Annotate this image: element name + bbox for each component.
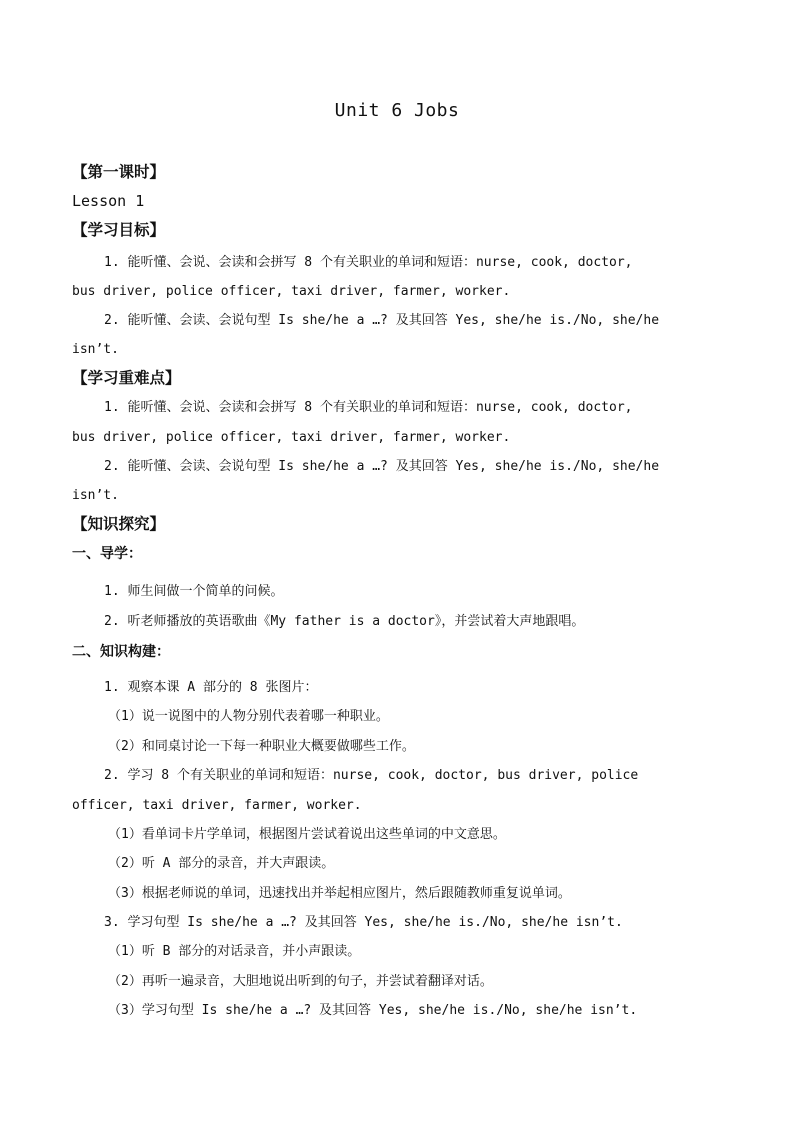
key-item-1-cont: bus driver, police officer, taxi driver, farmer, worker. — [72, 430, 511, 445]
lesson-label: Lesson 1 — [72, 192, 145, 210]
knowledge-item-1-1: （1）说一说图中的人物分别代表着哪一种职业。 — [108, 709, 389, 724]
knowledge-item-1: 1. 观察本课 A 部分的 8 张图片： — [104, 680, 318, 695]
knowledge-item-2-1: （1）看单词卡片学单词，根据图片尝试着说出这些单词的中文意思。 — [108, 827, 506, 842]
knowledge-item-3-3: （3）学习句型 Is she/he a …? 及其回答 Yes, she/he is./No, she/he isn’t. — [108, 1003, 638, 1018]
knowledge-item-2-2: （2）听 A 部分的录音，并大声跟读。 — [108, 856, 335, 871]
key-item-2-cont: isn’t. — [72, 488, 119, 503]
subsection-knowledge: 二、知识构建： — [72, 644, 170, 660]
knowledge-item-2-cont: officer, taxi driver, farmer, worker. — [72, 798, 362, 813]
guide-item-1: 1. 师生间做一个简单的问候。 — [104, 584, 284, 599]
knowledge-item-2-3: （3）根据老师说的单词，迅速找出并举起相应图片，然后跟随教师重复说单词。 — [108, 886, 571, 901]
section-heading-goals: 【学习目标】 — [72, 221, 166, 239]
guide-item-2: 2. 听老师播放的英语歌曲《My father is a doctor》，并尝试着大声地跟唱。 — [104, 614, 585, 629]
section-heading-exploration: 【知识探究】 — [72, 515, 166, 533]
knowledge-item-3: 3. 学习句型 Is she/he a …? 及其回答 Yes, she/he is./No, she/he isn’t. — [104, 915, 623, 930]
key-item-2: 2. 能听懂、会读、会说句型 Is she/he a …? 及其回答 Yes, she/he is./No, she/he — [104, 459, 660, 474]
key-item-1: 1. 能听懂、会说、会读和会拼写 8 个有关职业的单词和短语：nurse, cook, doctor, — [104, 400, 633, 415]
section-heading-first-lesson: 【第一课时】 — [72, 163, 166, 181]
goal-item-1: 1. 能听懂、会说、会读和会拼写 8 个有关职业的单词和短语：nurse, cook, doctor, — [104, 255, 633, 270]
knowledge-item-3-2: （2）再听一遍录音，大胆地说出听到的句子，并尝试着翻译对话。 — [108, 974, 493, 989]
goal-item-2: 2. 能听懂、会读、会说句型 Is she/he a …? 及其回答 Yes, she/he is./No, she/he — [104, 313, 660, 328]
document-title: Unit 6 Jobs — [334, 100, 460, 121]
goal-item-2-cont: isn’t. — [72, 342, 119, 357]
goal-item-1-cont: bus driver, police officer, taxi driver, farmer, worker. — [72, 284, 511, 299]
subsection-guide: 一、导学： — [72, 546, 142, 562]
knowledge-item-2: 2. 学习 8 个有关职业的单词和短语：nurse, cook, doctor, bus driver, police — [104, 768, 639, 783]
knowledge-item-3-1: （1）听 B 部分的对话录音，并小声跟读。 — [108, 944, 361, 959]
knowledge-item-1-2: （2）和同桌讨论一下每一种职业大概要做哪些工作。 — [108, 739, 415, 754]
section-heading-key-points: 【学习重难点】 — [72, 369, 181, 387]
